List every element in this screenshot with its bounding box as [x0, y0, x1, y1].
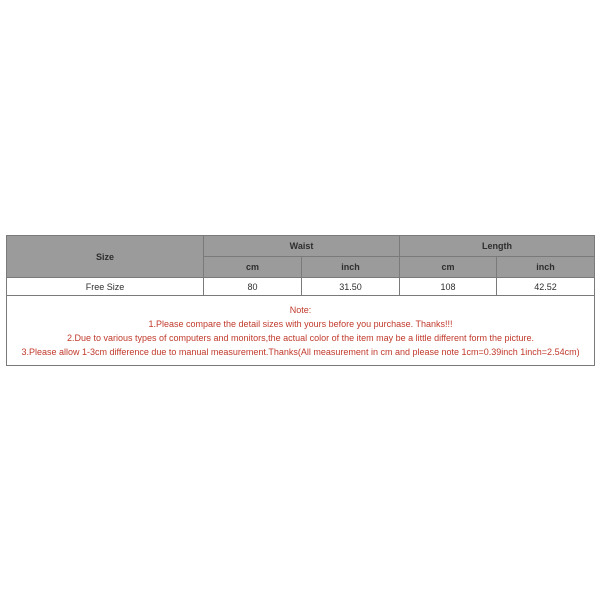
table-row: [7, 278, 595, 296]
note-line-3: 3.Please allow 1-3cm difference due to manual measurement.Thanks(All measurement in cm and please note 1cm=0.39inch 1inch=2.54cm): [21, 346, 580, 357]
length-inch-header: inch: [497, 257, 595, 278]
waist-inch-cell: 31.50: [302, 278, 400, 296]
waist-cm-cell: 80: [204, 278, 302, 296]
length-cm-cell: 108: [400, 278, 497, 296]
note-line-2: 2.Due to various types of computers and monitors,the actual color of the item may be a little different form the picture.: [66, 332, 535, 343]
size-header: Size: [7, 236, 204, 278]
note-title: Note:: [289, 304, 312, 315]
waist-cm-header: cm: [204, 257, 302, 278]
waist-inch-header: inch: [302, 257, 400, 278]
waist-header: Waist: [204, 236, 400, 257]
note-line-1: 1.Please compare the detail sizes with yours before you purchase. Thanks!!!: [148, 318, 453, 329]
length-inch-cell: 42.52: [497, 278, 595, 296]
header-row-main: [7, 236, 595, 257]
size-chart-table: [6, 235, 595, 366]
notes-row: [7, 296, 595, 366]
length-header: Length: [400, 236, 595, 257]
notes-cell: [7, 296, 595, 366]
length-cm-header: cm: [400, 257, 497, 278]
size-cell: Free Size: [7, 278, 204, 296]
